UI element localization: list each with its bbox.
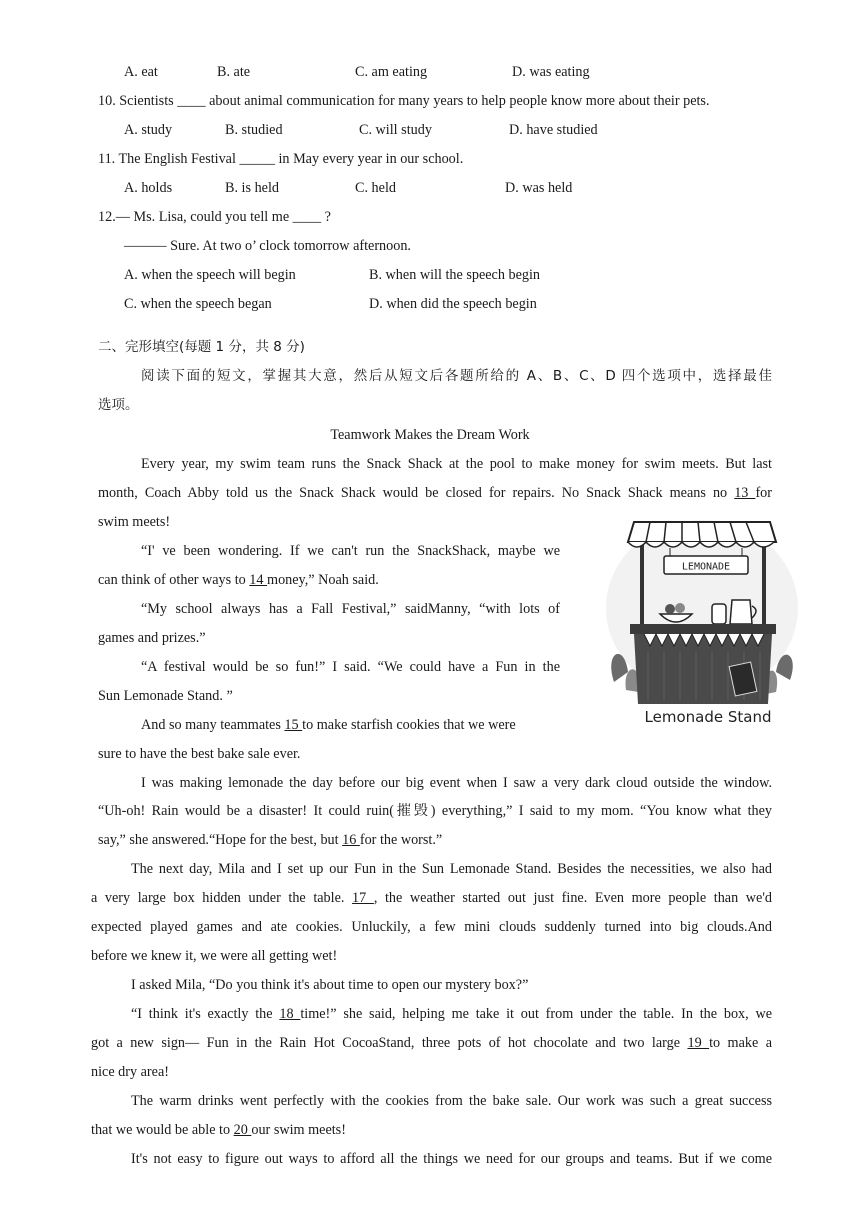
passage-line: can think of other ways to 14 money,” Noah said.	[98, 572, 379, 588]
passage-line: a very large box hidden under the table. 17 , the weather started out just fine. Even more people than we'd	[91, 890, 772, 906]
passage-line: “My school always has a Fall Festival,” saidManny, “with lots of	[141, 601, 560, 617]
q11-stem: 11. The English Festival _____ in May every year in our school.	[98, 151, 464, 167]
q11-option-c: C. held	[355, 180, 396, 196]
q10-stem: 10. Scientists ____ about animal communication for many years to help people know more about their pets.	[98, 93, 710, 109]
passage-line: “Uh-oh! Rain would be a disaster! It could ruin(摧毁) everything,” I said to my mom. “You know what they	[98, 803, 772, 819]
q11-option-d: D. was held	[505, 180, 573, 196]
passage-line: nice dry area!	[91, 1064, 169, 1080]
q12-stem: 12.— Ms. Lisa, could you tell me ____ ?	[98, 209, 331, 225]
passage-line: expected played games and ate cookies. Unluckily, a few mini clouds suddenly turned into big clouds.And	[91, 919, 772, 935]
passage-line: “A festival would be so fun!” I said. “We could have a Fun in the	[141, 659, 560, 675]
q12-reply: ——— Sure. At two o’ clock tomorrow afternoon.	[124, 238, 411, 254]
passage-line: Every year, my swim team runs the Snack Shack at the pool to make money for swim meets. But last	[141, 456, 772, 472]
blank-16: 16	[342, 832, 360, 848]
passage-line: And so many teammates 15 to make starfish cookies that we were	[141, 717, 516, 733]
passage-line: It's not easy to figure out ways to afford all the things we need for our groups and teams. But if we come	[131, 1151, 772, 1167]
blank-13: 13	[734, 485, 756, 501]
q9-option-a: A. eat	[124, 64, 158, 80]
passage-line: month, Coach Abby told us the Snack Shack would be closed for repairs. No Snack Shack means no 13 for	[98, 485, 772, 501]
passage-line: The next day, Mila and I set up our Fun in the Sun Lemonade Stand. Besides the necessities, we also had	[131, 861, 772, 877]
q10-option-a: A. study	[124, 122, 173, 138]
passage-line: say,” she answered.“Hope for the best, but 16 for the worst.”	[98, 832, 443, 848]
q12-option-a: A. when the speech will begin	[124, 267, 296, 283]
passage-line: sure to have the best bake sale ever.	[98, 746, 301, 762]
section-instruction-line1: 阅读下面的短文，掌握其大意，然后从短文后各题所给的 A、B、C、D 四个选项中，选择最佳	[141, 368, 772, 384]
blank-15: 15	[284, 717, 303, 733]
section-heading: 二、完形填空(每题 1 分，共 8 分)	[98, 339, 305, 355]
passage-line: The warm drinks went perfectly with the cookies from the bake sale. Our work was such a great success	[131, 1093, 772, 1109]
passage-title: Teamwork Makes the Dream Work	[330, 427, 530, 443]
q10-option-b: B. studied	[225, 122, 283, 138]
image-caption: Lemonade Stand	[644, 708, 772, 726]
section-instruction-line2: 选项。	[98, 397, 139, 413]
q9-option-b: B. ate	[217, 64, 251, 80]
q9-option-d: D. was eating	[512, 64, 590, 80]
passage-line: “I' ve been wondering. If we can't run the SnackShack, maybe we	[141, 543, 560, 559]
passage-line: “I think it's exactly the 18 time!” she said, helping me take it out from under the table. In the box, we	[131, 1006, 773, 1022]
q11-option-a: A. holds	[124, 180, 173, 196]
passage-line: I was making lemonade the day before our big event when I saw a very dark cloud outside the window.	[141, 775, 772, 791]
passage-line: before we knew it, we were all getting wet!	[91, 948, 338, 964]
q12-option-c: C. when the speech began	[124, 296, 272, 312]
passage-line: swim meets!	[98, 514, 171, 530]
q11-option-b: B. is held	[225, 180, 279, 196]
passage-line: that we would be able to 20 our swim meets!	[91, 1122, 346, 1138]
blank-20: 20	[233, 1122, 252, 1138]
q10-option-d: D. have studied	[509, 122, 598, 138]
passage-line: got a new sign— Fun in the Rain Hot CocoaStand, three pots of hot chocolate and two large 19 to make a	[91, 1035, 773, 1051]
blank-18: 18	[279, 1006, 301, 1022]
q9-option-c: C. am eating	[355, 64, 428, 80]
passage-line: games and prizes.”	[98, 630, 206, 646]
passage-line: Sun Lemonade Stand. ”	[98, 688, 233, 704]
q10-option-c: C. will study	[359, 122, 432, 138]
blank-19: 19	[687, 1035, 710, 1051]
lemonade-stand-illustration	[604, 512, 800, 730]
q12-option-b: B. when will the speech begin	[369, 267, 540, 283]
passage-line: I asked Mila, “Do you think it's about time to open our mystery box?”	[131, 977, 529, 993]
lemonade-sign-text: LEMONADE	[681, 561, 731, 573]
blank-17: 17	[352, 890, 374, 906]
q12-option-d: D. when did the speech begin	[369, 296, 537, 312]
blank-14: 14	[249, 572, 268, 588]
